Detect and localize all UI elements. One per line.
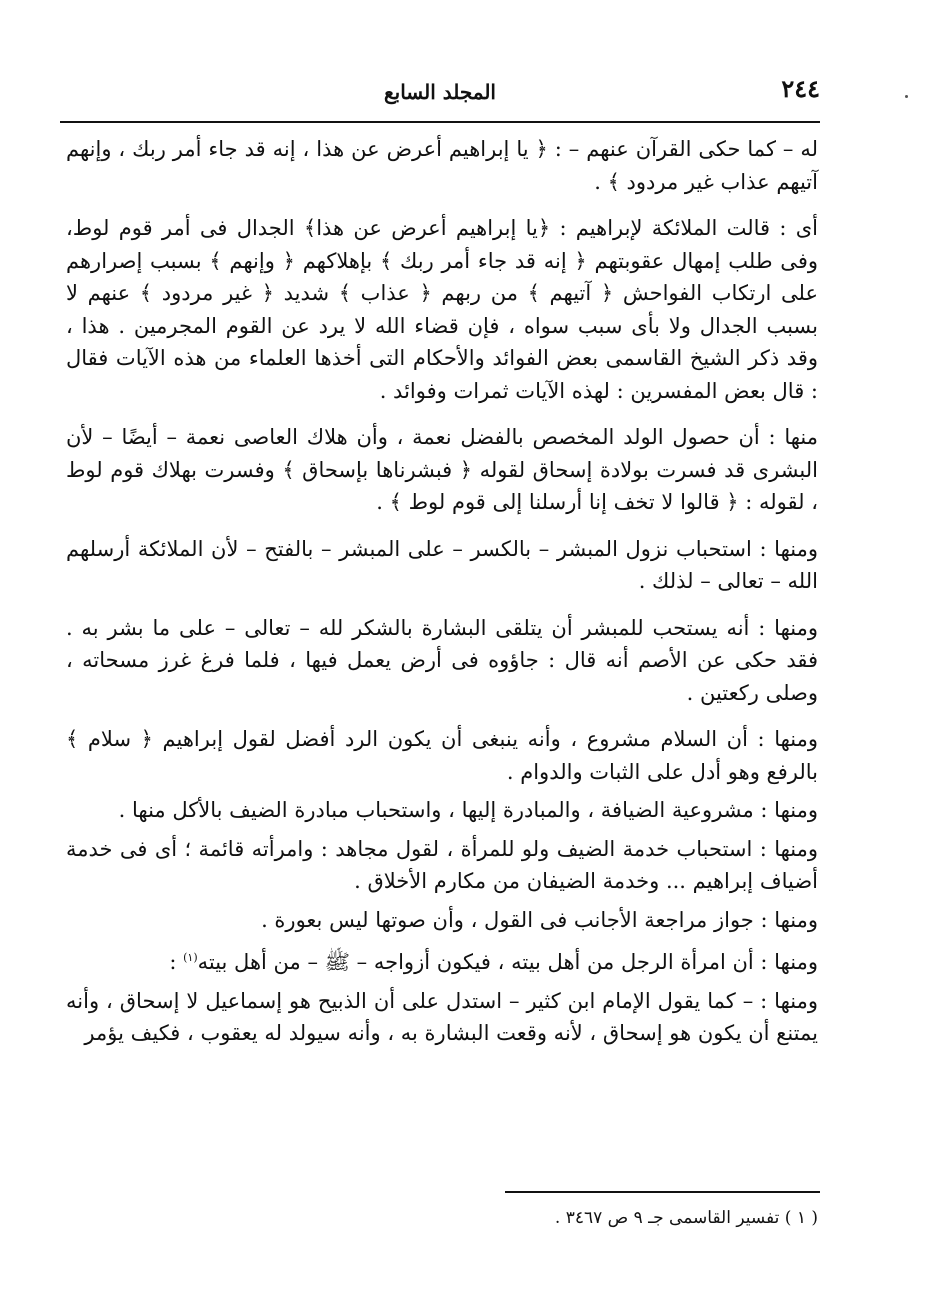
page-header bbox=[60, 68, 820, 116]
paragraph-5: ومنها : أنه يستحب للمبشر أن يتلقى البشارة بالشكر لله – تعالى – على ما بشر به . فقد حكى عن الأصم أنه قال : جاؤوه فى أرض يعمل فيها ، فلما فرغ غرز مسحاته ، وصلى ركعتين . bbox=[66, 615, 818, 705]
header-divider bbox=[60, 121, 820, 123]
paragraph-9: ومنها : جواز مراجعة الأجانب فى القول ، وأن صوتها ليس بعورة . bbox=[261, 907, 818, 932]
main-text bbox=[66, 133, 818, 1056]
paragraph-10-text: ومنها : أن امرأة الرجل من أهل بيته ، فيكون أزواجه – ﷺ – من أهل بيته bbox=[197, 950, 818, 974]
page-number: ٢٤٤ bbox=[781, 74, 820, 103]
scan-speck bbox=[905, 95, 908, 98]
footnote-marker[interactable]: (١) bbox=[183, 951, 198, 964]
footnote: ( ١ ) تفسير القاسمى جـ ٩ ص ٣٤٦٧ . bbox=[554, 1208, 818, 1228]
paragraph-1: له – كما حكى القرآن عنهم – : ﴿ يا إبراهيم أعرض عن هذا ، إنه قد جاء أمر ربك ، وإنهم آتيهم عذاب غير مردود ﴾ . bbox=[66, 137, 818, 194]
paragraph-10 bbox=[66, 942, 818, 979]
footnote-divider bbox=[505, 1191, 820, 1193]
running-title: المجلد السابع bbox=[383, 80, 496, 104]
paragraph-11: ومنها : – كما يقول الإمام ابن كثير – استدل على أن الذبيح هو إسماعيل لا إسحاق ، وأنه يمتنع أن يكون هو إسحاق ، لأنه وقعت البشارة به ، وأنه سيولد له يعقوب ، فكيف يؤمر bbox=[66, 988, 818, 1045]
paragraph-4: ومنها : استحباب نزول المبشر – بالكسر – على المبشر – بالفتح – لأن الملائكة أرسلهم الله – تعالى – لذلك . bbox=[66, 536, 818, 593]
paragraph-10-tail: : bbox=[169, 950, 184, 974]
paragraph-6: ومنها : أن السلام مشروع ، وأنه ينبغى أن يكون الرد أفضل لقول إبراهيم ﴿ سلام ﴾ بالرفع وهو أدل على الثبات والدوام . bbox=[66, 727, 818, 784]
paragraph-3: منها : أن حصول الولد المخصص بالفضل نعمة ، وأن هلاك العاصى نعمة – أيضًا – لأن البشرى قد فسرت بولادة إسحاق لقوله ﴿ فبشرناها بإسحاق ﴾ وفسرت بهلاك قوم لوط ، لقوله : ﴿ قالوا لا تخف إنا أرسلنا إلى قوم لوط ﴾ . bbox=[66, 425, 818, 514]
paragraph-7: ومنها : مشروعية الضيافة ، والمبادرة إليها ، واستحباب مبادرة الضيف بالأكل منها . bbox=[118, 798, 818, 822]
paragraph-2: أى : قالت الملائكة لإبراهيم : ﴿يا إبراهيم أعرض عن هذا﴾ الجدال فى أمر قوم لوط، وفى طلب إمهال عقوبتهم ﴿ إنه قد جاء أمر ربك ﴾ بإهلاكهم ﴿ وإنهم ﴾ بسبب إصرارهم على ارتكاب الفواحش ﴿ آتيهم ﴾ من ربهم ﴿ عذاب ﴾ شديد ﴿ غير مردود ﴾ عنهم لا بسبب الجدال ولا بأى سبب سواه ، فإن قضاء الله لا يرد عن القوم المجرمين . هذا ، وقد ذكر الشيخ القاسمى بعض الفوائد والأحكام التى أخذها العلماء من هذه الآيات فقال : قال بعض المفسرين : لهذه الآيات ثمرات وفوائد . bbox=[66, 216, 818, 403]
paragraph-8: ومنها : استحباب خدمة الضيف ولو للمرأة ، لقول مجاهد : وامرأته قائمة ؛ أى فى خدمة أضياف إبراهيم ... وخدمة الضيفان من مكارم الأخلاق . bbox=[66, 836, 818, 893]
